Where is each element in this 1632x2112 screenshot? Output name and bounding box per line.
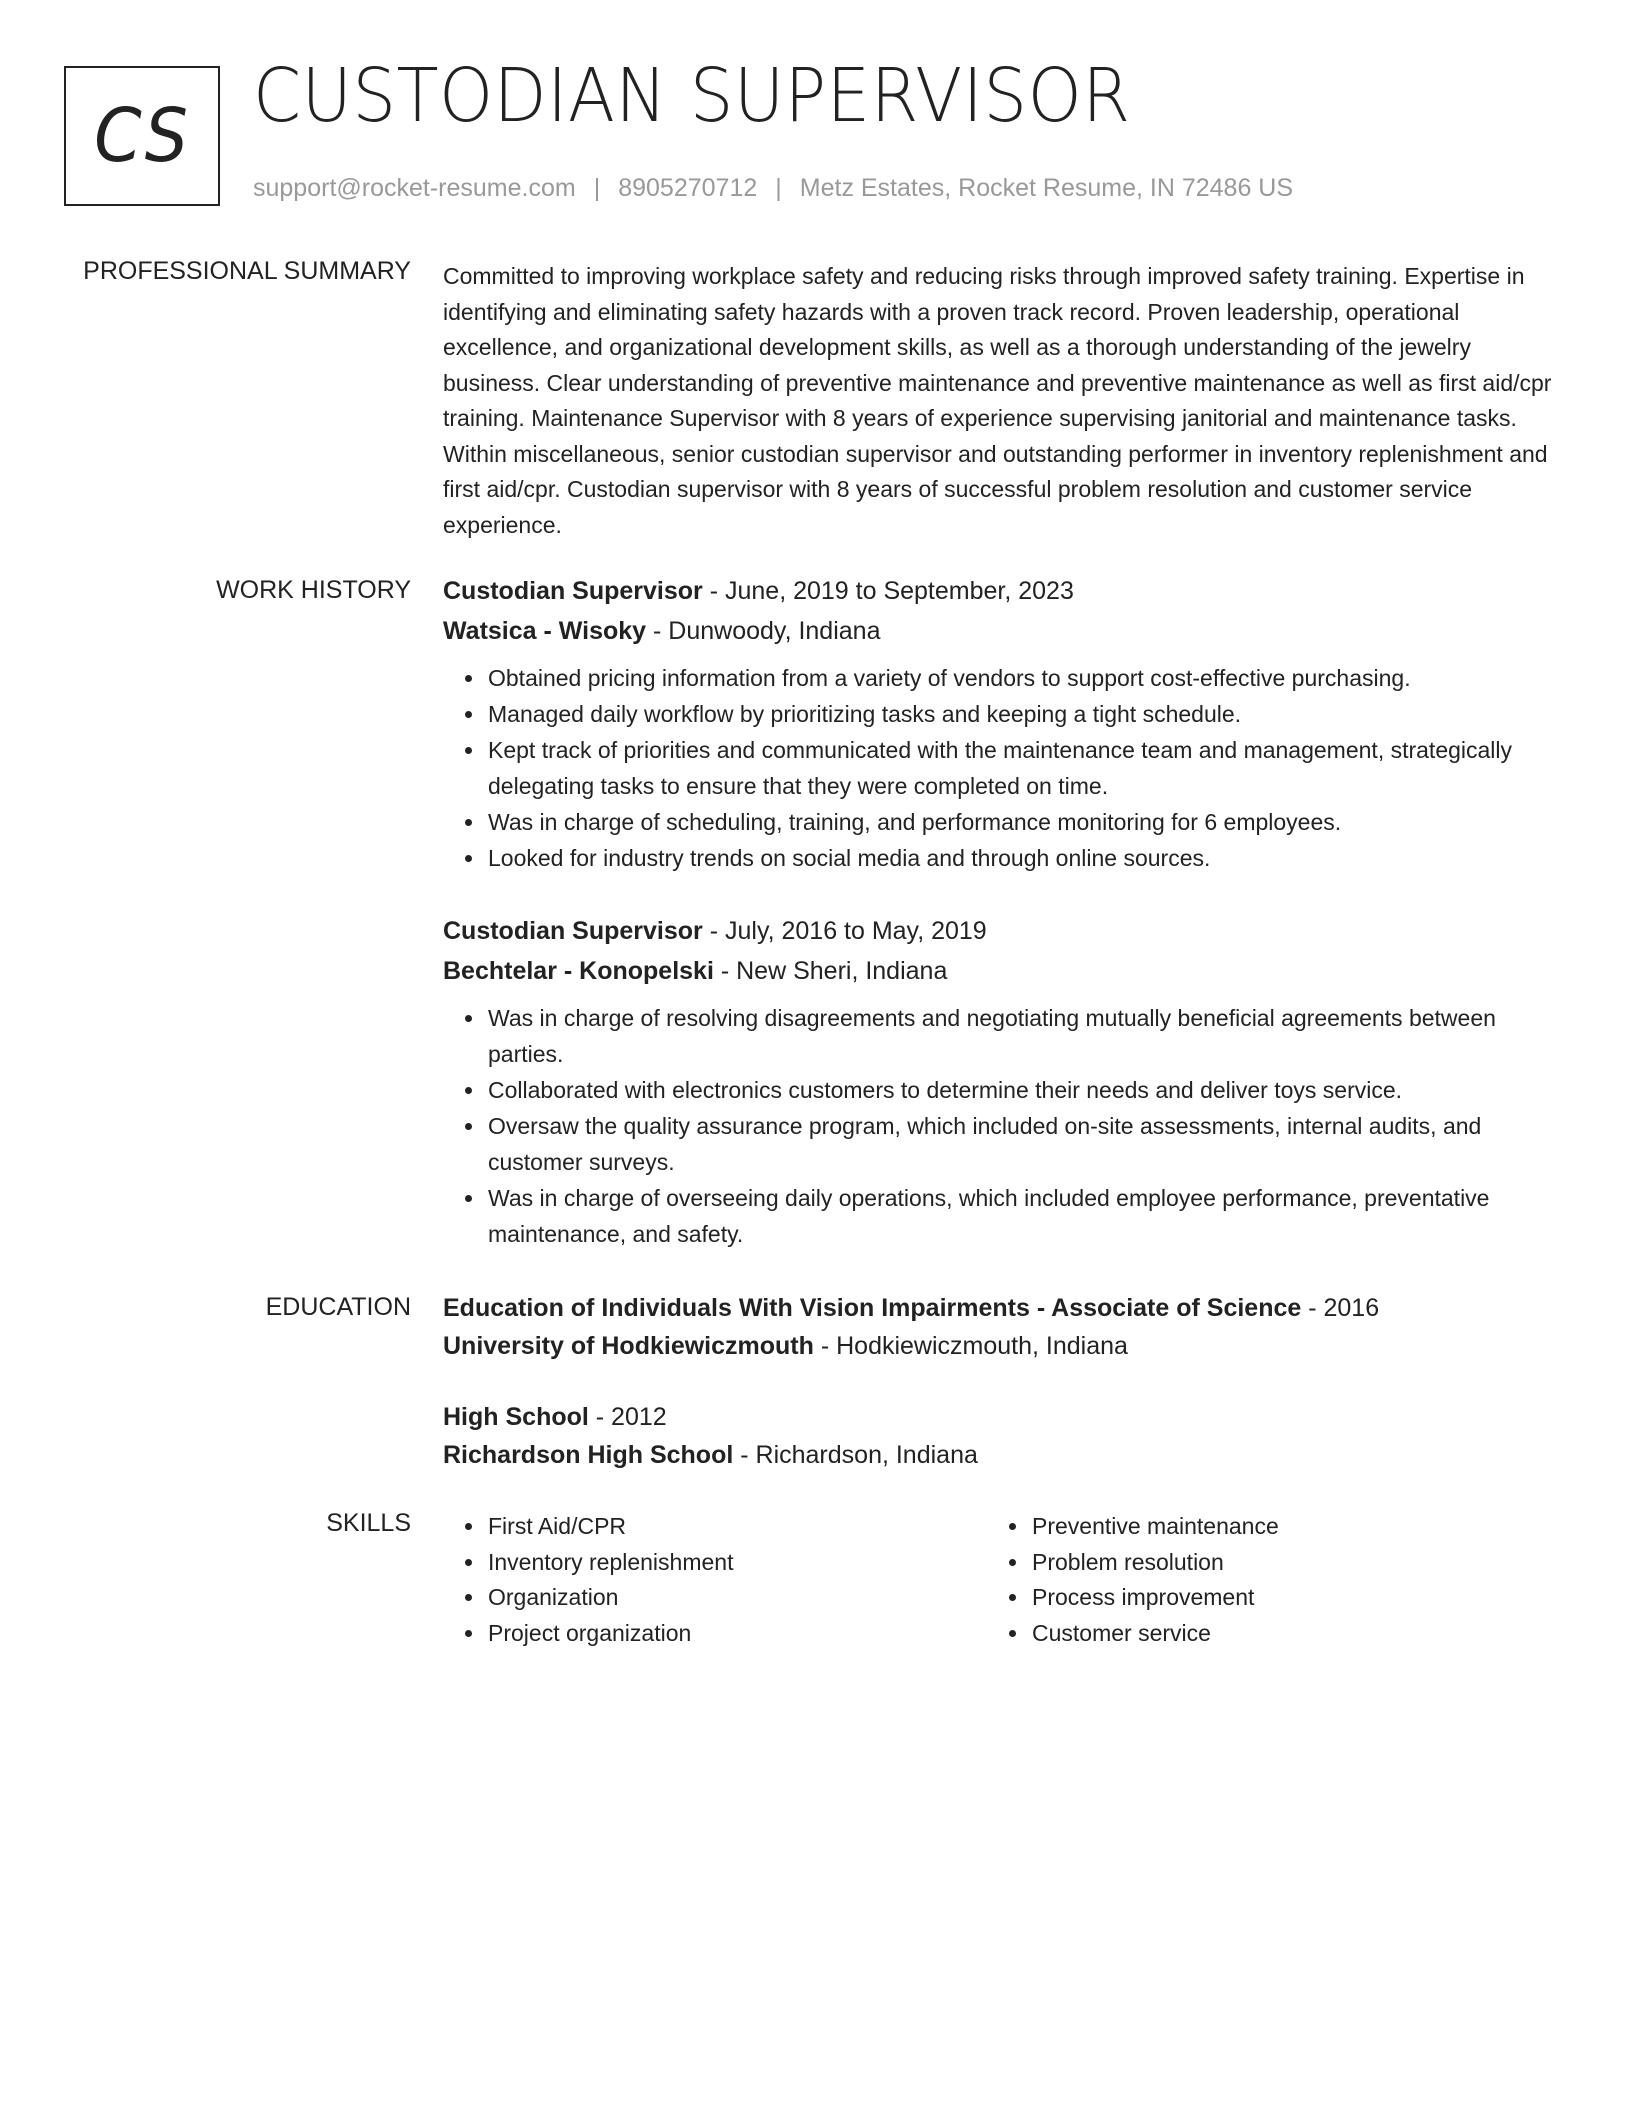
contact-separator: | <box>593 174 601 202</box>
job-employer-line <box>443 952 1553 990</box>
job-title-line <box>443 572 1553 610</box>
skill-item: • Project organization <box>486 1616 963 1652</box>
education-year: - 2012 <box>588 1403 667 1431</box>
job-employer: Watsica - Wisoky <box>443 617 647 645</box>
job-bullet-list <box>443 660 1553 876</box>
job-bullet: • Was in charge of scheduling, training, and performance monitoring for 6 employees. <box>486 804 1553 840</box>
contact-address: Metz Estates, Rocket Resume, IN 72486 US <box>799 174 1294 202</box>
job-employer-line <box>443 612 1553 650</box>
education-school-line <box>443 1436 1553 1474</box>
job-entry <box>443 572 1553 876</box>
candidate-name: CUSTODIAN SUPERVISOR <box>253 53 1131 139</box>
job-title: Custodian Supervisor <box>443 917 703 945</box>
education-entry <box>443 1289 1553 1365</box>
education-year: - 2016 <box>1301 1294 1380 1322</box>
job-bullet: • Was in charge of overseeing daily operations, which included employee performance, preventative maintenance, and safety. <box>486 1180 1553 1252</box>
contact-email: support@rocket-resume.com <box>253 174 576 202</box>
contact-line <box>253 174 1293 203</box>
job-location: - New Sheri, Indiana <box>713 957 948 985</box>
education-location: - Hodkiewiczmouth, Indiana <box>813 1332 1128 1360</box>
skills-column-left <box>443 1509 963 1651</box>
section-label-work-history: WORK HISTORY <box>216 576 411 604</box>
job-dates: - July, 2016 to May, 2019 <box>702 917 987 945</box>
education-school: Richardson High School <box>443 1441 734 1469</box>
section-label-skills: SKILLS <box>326 1509 411 1537</box>
monogram-text: CS <box>94 93 190 179</box>
skills-list <box>987 1509 1507 1651</box>
skill-item: • Process improvement <box>1030 1580 1507 1616</box>
skill-item: • Inventory replenishment <box>486 1545 963 1581</box>
summary-body <box>443 259 1553 543</box>
job-title-line <box>443 912 1553 950</box>
job-bullet: • Obtained pricing information from a variety of vendors to support cost-effective purchasing. <box>486 660 1553 696</box>
contact-separator: | <box>775 174 782 202</box>
job-bullet: • Collaborated with electronics customers to determine their needs and deliver toys service. <box>486 1072 1553 1108</box>
job-dates: - June, 2019 to September, 2023 <box>702 577 1074 605</box>
skill-item: • Organization <box>486 1580 963 1616</box>
job-entry <box>443 912 1553 1252</box>
job-bullet: • Managed daily workflow by prioritizing tasks and keeping a tight schedule. <box>486 696 1553 732</box>
education-school: University of Hodkiewiczmouth <box>443 1332 814 1360</box>
job-bullet: • Oversaw the quality assurance program, which included on-site assessments, internal audits, and customer surveys. <box>486 1108 1553 1180</box>
job-title: Custodian Supervisor <box>443 577 703 605</box>
job-bullet: • Kept track of priorities and communicated with the maintenance team and management, strategically delegating tasks to ensure that they were completed on time. <box>486 732 1553 804</box>
skills-list <box>443 1509 963 1651</box>
education-degree: High School <box>443 1403 589 1431</box>
section-label-summary: PROFESSIONAL SUMMARY <box>83 257 411 285</box>
job-location: - Dunwoody, Indiana <box>646 617 881 645</box>
skills-column-right <box>987 1509 1507 1651</box>
job-bullet: • Looked for industry trends on social media and through online sources. <box>486 840 1553 876</box>
job-bullet: • Was in charge of resolving disagreements and negotiating mutually beneficial agreements between parties. <box>486 1000 1553 1072</box>
education-location: - Richardson, Indiana <box>733 1441 978 1469</box>
skill-item: • Customer service <box>1030 1616 1507 1652</box>
education-degree: Education of Individuals With Vision Impairments - Associate of Science <box>443 1294 1302 1322</box>
job-employer: Bechtelar - Konopelski <box>443 957 714 985</box>
skill-item: • Problem resolution <box>1030 1545 1507 1581</box>
section-label-education: EDUCATION <box>265 1293 411 1321</box>
contact-phone: 8905270712 <box>618 174 758 202</box>
education-degree-line <box>443 1398 1553 1436</box>
skill-item: • Preventive maintenance <box>1030 1509 1507 1545</box>
skill-item: • First Aid/CPR <box>486 1509 963 1545</box>
education-degree-line <box>443 1289 1553 1327</box>
summary-text: Committed to improving workplace safety and reducing risks through improved safety training. Expertise in identifying and eliminating safety hazards with a proven track record. Proven leadership, operational excellence, and organizational development skills, as well as a thorough understanding of the jewelry business. Clear understanding of preventive maintenance and preventive maintenance as well as first aid/cpr training. Maintenance Supervisor with 8 years of experience supervising janitorial and maintenance tasks. Within miscellaneous, senior custodian supervisor and outstanding performer in inventory replenishment and first aid/cpr. Custodian supervisor with 8 years of successful problem resolution and customer service experience. <box>443 263 1552 538</box>
job-bullet-list <box>443 1000 1553 1252</box>
education-school-line <box>443 1327 1553 1365</box>
education-entry <box>443 1398 1553 1474</box>
monogram-badge <box>64 66 220 206</box>
